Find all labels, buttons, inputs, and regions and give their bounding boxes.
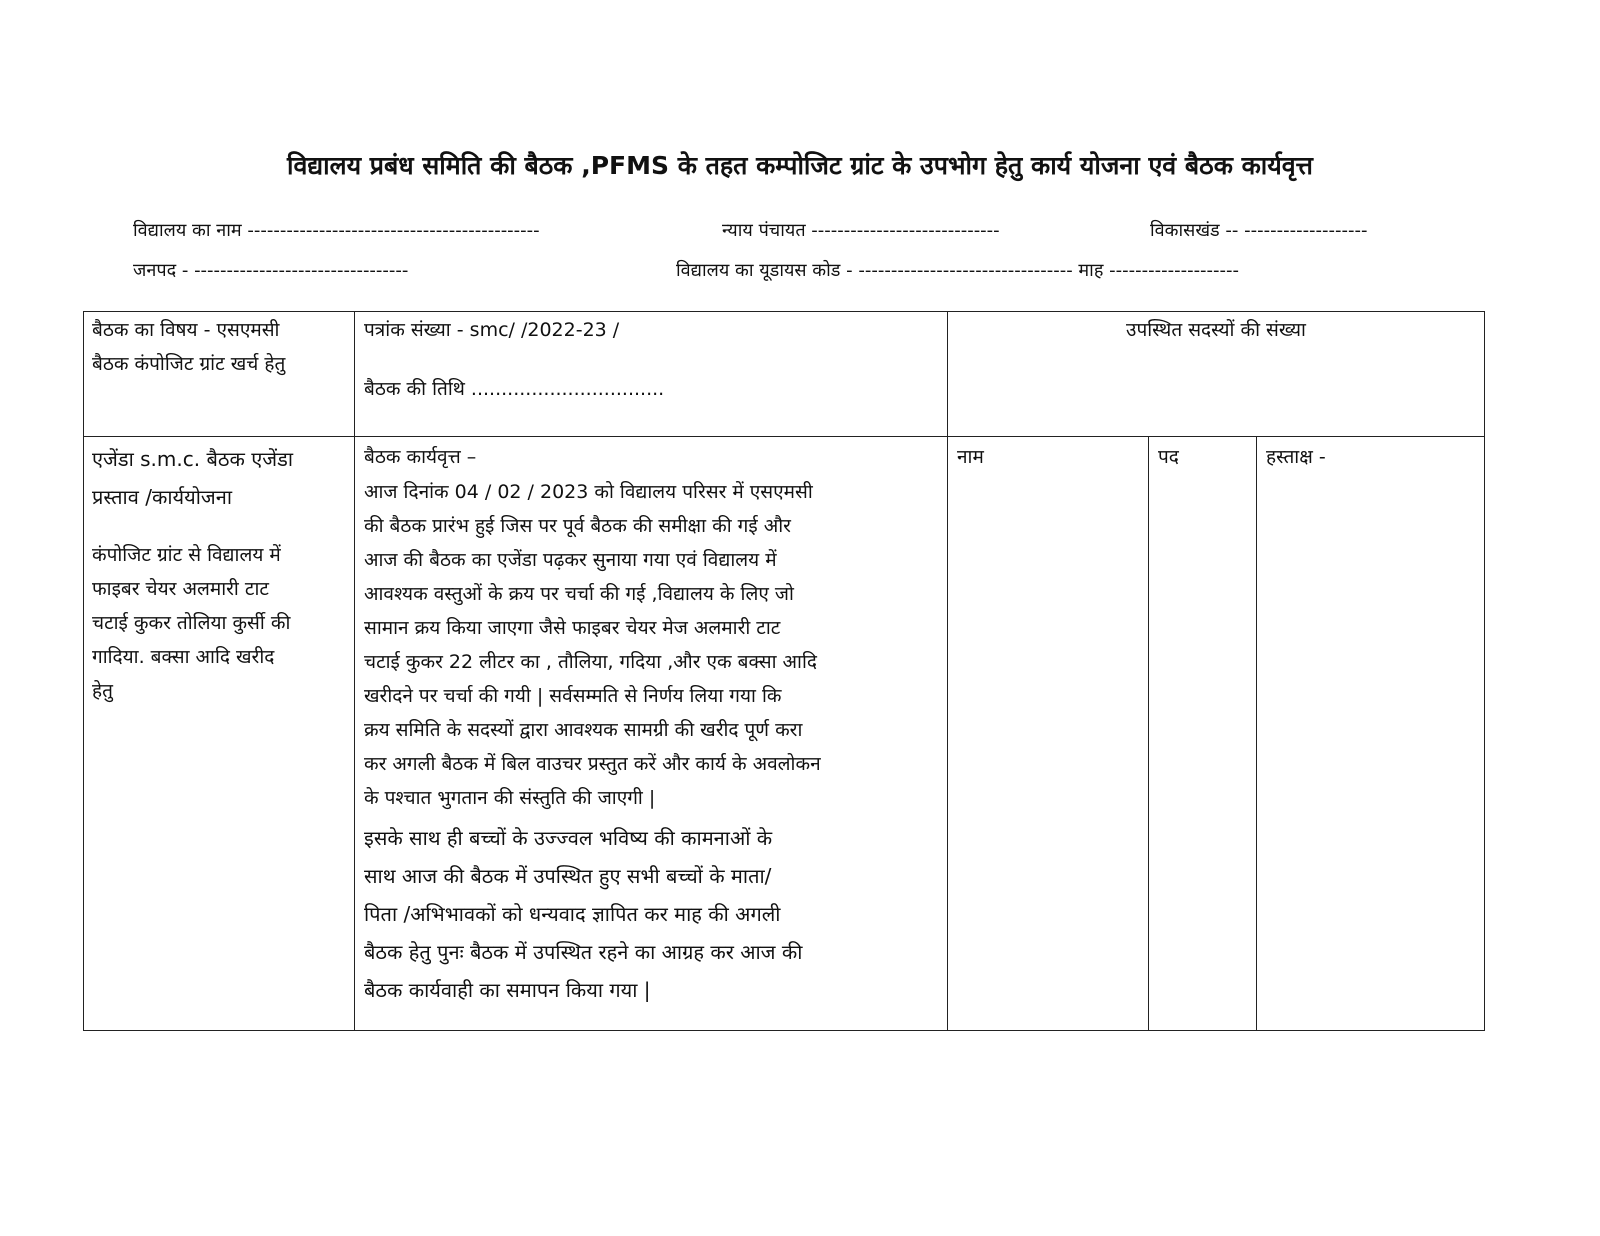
- agenda-line: चटाई कुकर तोलिया कुर्सी की: [92, 612, 291, 634]
- table-col-divider: [1148, 436, 1149, 1031]
- table-col-divider: [947, 311, 948, 1031]
- minutes-line: आवश्यक वस्तुओं के क्रय पर चर्चा की गई ,विद्यालय के लिए जो: [364, 583, 794, 605]
- minutes-closing: [364, 819, 802, 1009]
- district-field: जनपद - ---------------------------------: [133, 260, 409, 281]
- minutes-line: पिता /अभिभावकों को धन्यवाद ज्ञापित कर माह की अगली: [364, 902, 781, 926]
- agenda-line: गादिया. बक्सा आदि खरीद: [92, 646, 275, 668]
- meeting-subject: [92, 313, 285, 381]
- agenda-title-line: प्रस्ताव /कार्ययोजना: [92, 485, 232, 509]
- minutes-line: साथ आज की बैठक में उपस्थित हुए सभी बच्चों के माता/: [364, 864, 772, 888]
- subject-line: बैठक कंपोजिट ग्रांट खर्च हेतु: [92, 353, 286, 375]
- document-title: विद्यालय प्रबंध समिति की बैठक ,PFMS के तहत कम्पोजिट ग्रांट के उपभोग हेतु कार्य योजना एवं बैठक कार्यवृत्त: [287, 151, 1313, 180]
- meeting-date: बैठक की तिथि ................................: [364, 378, 665, 400]
- minutes-line: चटाई कुकर 22 लीटर का , तौलिया, गदिया ,और एक बक्सा आदि: [364, 651, 817, 673]
- column-signature-header: हस्ताक्ष -: [1266, 446, 1326, 468]
- minutes-line: के पश्चात भुगतान की संस्तुति की जाएगी |: [364, 787, 656, 809]
- minutes-line: खरीदने पर चर्चा की गयी | सर्वसम्मति से निर्णय लिया गया कि: [364, 685, 782, 707]
- nyay-panchayat-field: न्याय पंचायत -----------------------------: [722, 220, 1000, 241]
- minutes-line: बैठक हेतु पुनः बैठक में उपस्थित रहने का आग्रह कर आज की: [364, 940, 803, 964]
- subject-line: बैठक का विषय - एसएमसी: [92, 319, 280, 341]
- agenda-line: कंपोजिट ग्रांट से विद्यालय में: [92, 544, 281, 566]
- minutes-line: सामान क्रय किया जाएगा जैसे फाइबर चेयर मेज अलमारी टाट: [364, 617, 781, 639]
- block-field: विकासखंड -- -------------------: [1150, 220, 1368, 241]
- minutes-line: बैठक कार्यवाही का समापन किया गया |: [364, 978, 651, 1002]
- minutes-title: बैठक कार्यवृत्त –: [364, 446, 477, 468]
- minutes-line: आज दिनांक 04 / 02 / 2023 को विद्यालय परिसर में एसएमसी: [364, 481, 813, 503]
- agenda-line: हेतु: [92, 680, 113, 702]
- table-border-bottom: [83, 1030, 1485, 1031]
- table-row-divider: [83, 436, 1485, 437]
- agenda-title: [92, 440, 293, 516]
- agenda-line: फाइबर चेयर अलमारी टाट: [92, 578, 269, 600]
- minutes-line: की बैठक प्रारंभ हुई जिस पर पूर्व बैठक की समीक्षा की गई और: [364, 515, 791, 537]
- column-post-header: पद: [1158, 446, 1179, 468]
- column-name-header: नाम: [957, 446, 984, 468]
- table-border-left: [83, 311, 84, 1031]
- school-name-field: विद्यालय का नाम ---------------------------------------------: [133, 220, 540, 241]
- minutes-line: कर अगली बैठक में बिल वाउचर प्रस्तुत करें और कार्य के अवलोकन: [364, 753, 821, 775]
- table-col-divider: [1256, 436, 1257, 1031]
- table-border-right: [1484, 311, 1485, 1031]
- agenda-title-line: एजेंडा s.m.c. बैठक एजेंडा: [92, 447, 294, 471]
- members-count-label: उपस्थित सदस्यों की संख्या: [1126, 319, 1306, 341]
- table-col-divider: [354, 311, 355, 1031]
- letter-number: पत्रांक संख्या - smc/ /2022-23 /: [364, 319, 620, 341]
- minutes-line: आज की बैठक का एजेंडा पढ़कर सुनाया गया एवं विद्यालय में: [364, 549, 777, 571]
- agenda-body: [92, 538, 290, 708]
- udise-month-field: विद्यालय का यूडायस कोड - --------------------------------- माह --------------------: [676, 260, 1240, 281]
- minutes-line: क्रय समिति के सदस्यों द्वारा आवश्यक सामग्री की खरीद पूर्ण करा: [364, 719, 803, 741]
- table-border-top: [83, 311, 1485, 312]
- minutes-body: [364, 475, 821, 815]
- minutes-line: इसके साथ ही बच्चों के उज्ज्वल भविष्य की कामनाओं के: [364, 826, 773, 850]
